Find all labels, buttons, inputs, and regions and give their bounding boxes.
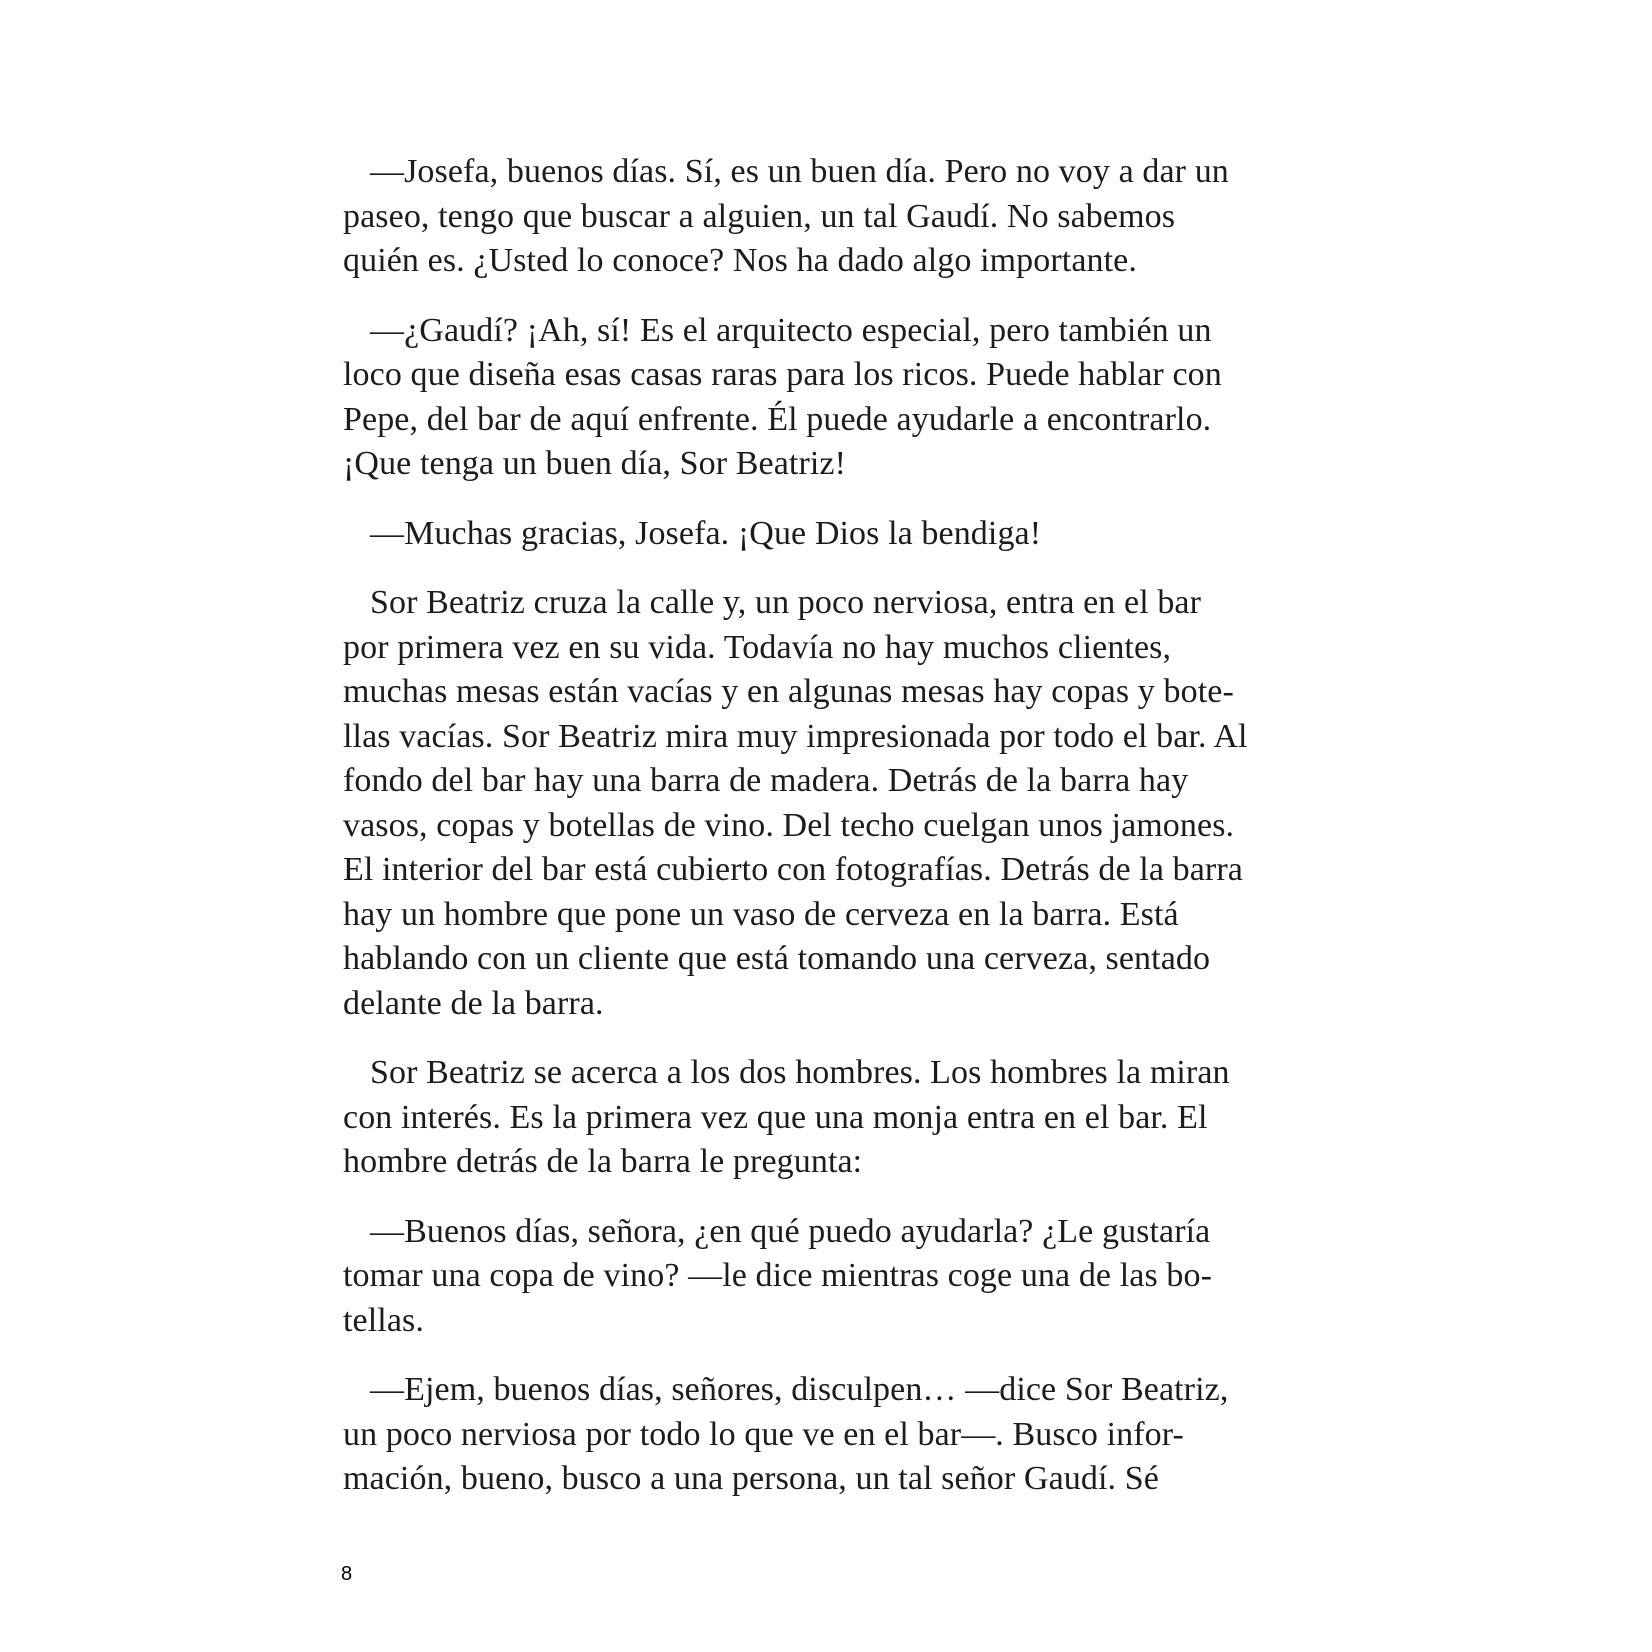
text-line: paseo, tengo que buscar a alguien, un tal Gaudí. No sabemos xyxy=(343,197,1176,235)
text-line: un poco nerviosa por todo lo que ve en el bar—. Busco infor- xyxy=(343,1415,1184,1453)
paragraph-gap xyxy=(343,556,1303,581)
text-line: —¿Gaudí? ¡Ah, sí! Es el arquitecto especial, pero también un xyxy=(370,311,1212,349)
paragraph-3 xyxy=(343,512,1303,557)
text-line: quién es. ¿Usted lo conoce? Nos ha dado algo importante. xyxy=(343,242,1137,279)
text-line: —Buenos días, señora, ¿en qué puedo ayudarla? ¿Le gustaría xyxy=(370,1212,1211,1250)
text-line: El interior del bar está cubierto con fotografías. Detrás de la barra xyxy=(343,851,1243,888)
text-line: tomar una copa de vino? —le dice mientras coge una de las bo- xyxy=(343,1257,1212,1294)
text-line: mación, bueno, busco a una persona, un tal señor Gaudí. Sé xyxy=(343,1460,1159,1497)
text-line: llas vacías. Sor Beatriz mira muy impresionada por todo el bar. Al xyxy=(343,717,1248,755)
body-text xyxy=(343,150,1303,1502)
text-line: tellas. xyxy=(343,1301,424,1339)
text-line: ¡Que tenga un buen día, Sor Beatriz! xyxy=(343,445,847,482)
text-line: loco que diseña esas casas raras para los ricos. Puede hablar con xyxy=(343,356,1222,393)
paragraph-gap xyxy=(343,1026,1303,1051)
text-line: Sor Beatriz cruza la calle y, un poco nerviosa, entra en el bar xyxy=(370,584,1202,621)
paragraph-1 xyxy=(343,150,1303,284)
text-line: Pepe, del bar de aquí enfrente. Él puede ayudarle a encontrarlo. xyxy=(343,400,1212,438)
paragraph-gap xyxy=(343,1343,1303,1368)
text-line: —Ejem, buenos días, señores, disculpen… —dice Sor Beatriz, xyxy=(370,1371,1229,1408)
paragraph-gap xyxy=(343,487,1303,512)
text-line: —Muchas gracias, Josefa. ¡Que Dios la bendiga! xyxy=(370,514,1042,552)
text-line: fondo del bar hay una barra de madera. Detrás de la barra hay xyxy=(343,762,1189,799)
text-line: hombre detrás de la barra le pregunta: xyxy=(343,1143,863,1180)
paragraph-6 xyxy=(343,1210,1303,1344)
paragraph-4 xyxy=(343,581,1303,1026)
paragraph-5 xyxy=(343,1051,1303,1185)
paragraph-2 xyxy=(343,309,1303,487)
text-line: —Josefa, buenos días. Sí, es un buen día. Pero no voy a dar un xyxy=(370,153,1229,190)
text-line: hablando con un cliente que está tomando una cerveza, sentado xyxy=(343,940,1211,977)
page-number: 8 xyxy=(341,1563,353,1585)
text-line: muchas mesas están vacías y en algunas mesas hay copas y bote- xyxy=(343,673,1234,710)
text-line: por primera vez en su vida. Todavía no hay muchos clientes, xyxy=(343,628,1172,666)
text-line: Sor Beatriz se acerca a los dos hombres. Los hombres la miran xyxy=(370,1054,1230,1091)
paragraph-gap xyxy=(343,284,1303,309)
text-line: vasos, copas y botellas de vino. Del techo cuelgan unos jamones. xyxy=(343,806,1235,844)
text-line: delante de la barra. xyxy=(343,984,604,1022)
paragraph-gap xyxy=(343,1185,1303,1210)
text-line: con interés. Es la primera vez que una monja entra en el bar. El xyxy=(343,1098,1208,1136)
paragraph-7 xyxy=(343,1368,1303,1502)
text-line: hay un hombre que pone un vaso de cerveza en la barra. Está xyxy=(343,895,1179,933)
